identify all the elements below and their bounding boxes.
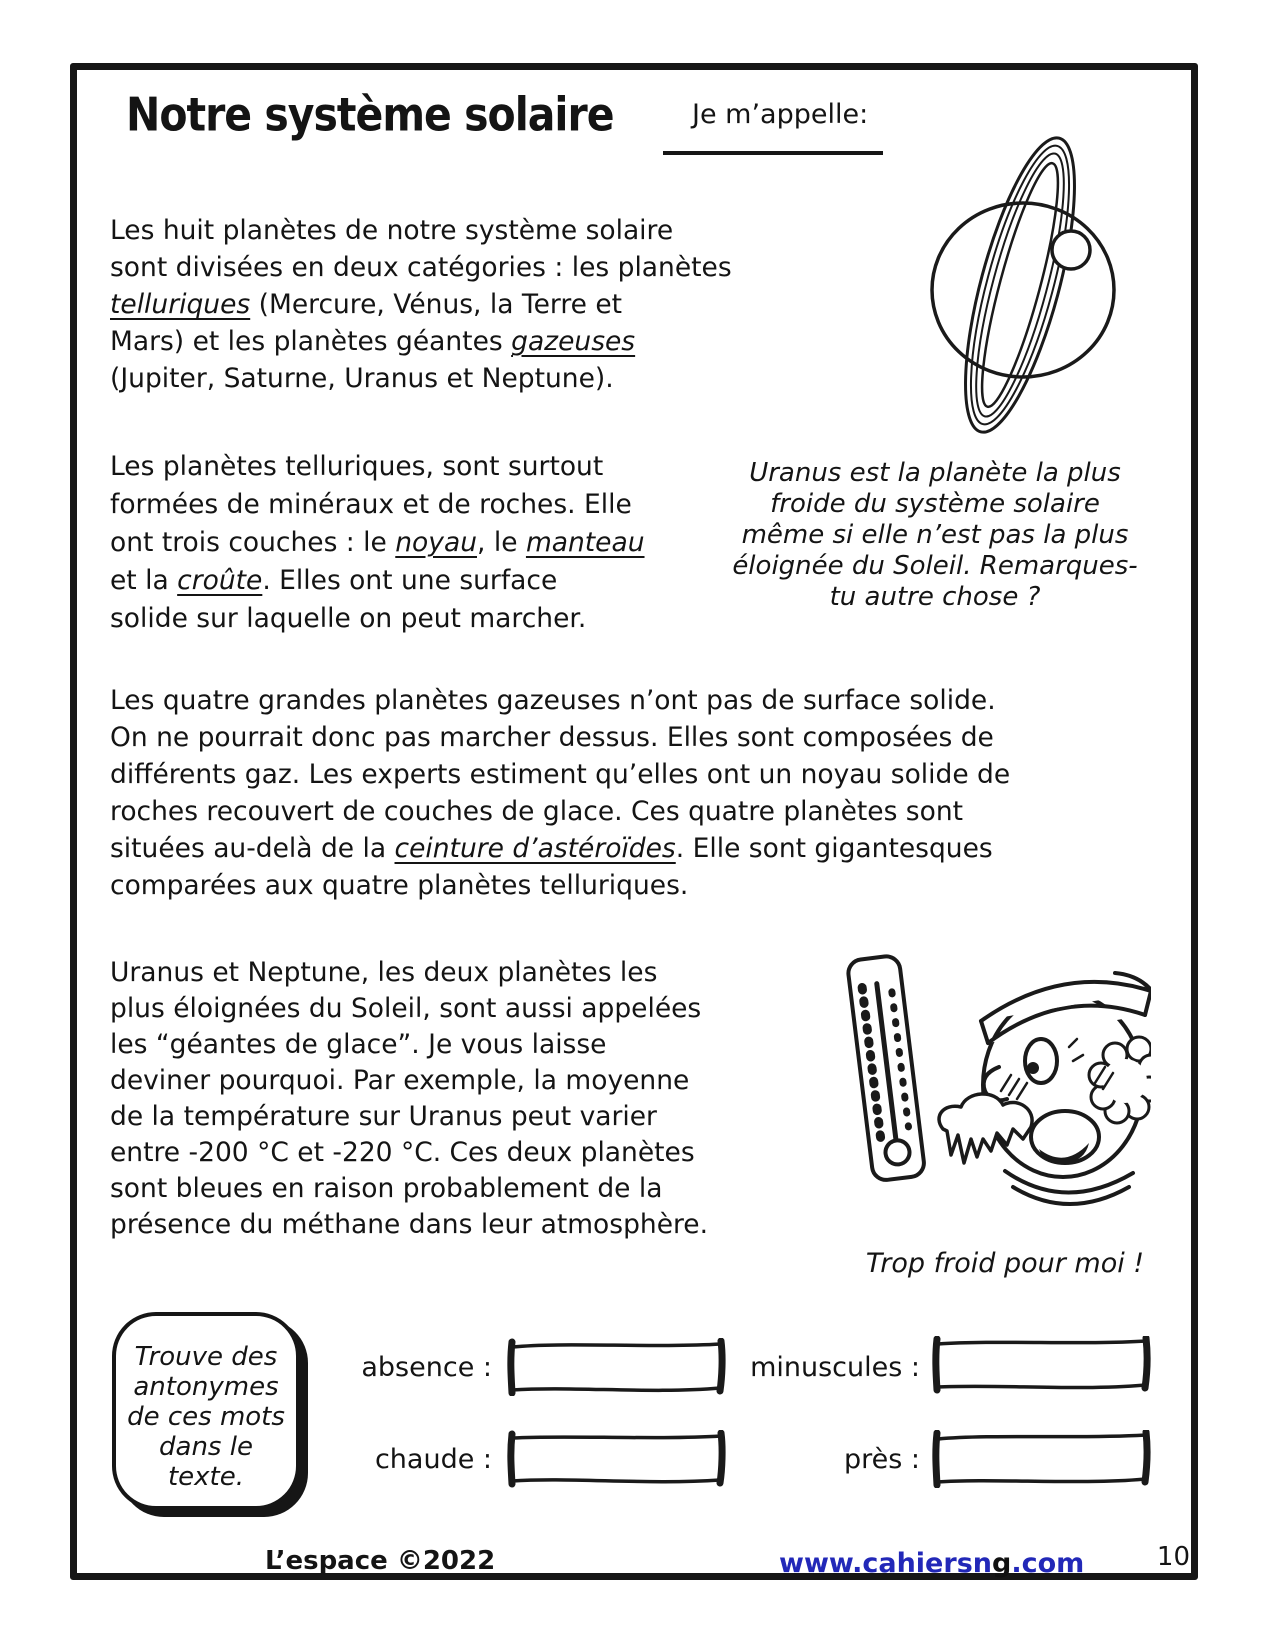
- footer-copyright: L’espace ©2022: [265, 1546, 496, 1576]
- answer-box-absence[interactable]: [500, 1338, 734, 1396]
- url-part: g: [991, 1548, 1012, 1579]
- name-prompt-label: Je m’appelle:: [692, 99, 869, 130]
- field-label-absence: absence :: [361, 1352, 492, 1383]
- instruction-text: Trouve des antonymes de ces mots dans le texte.: [127, 1342, 285, 1492]
- answer-box-minuscules[interactable]: [925, 1336, 1159, 1394]
- page-title: Notre système solaire: [126, 88, 614, 142]
- paragraph-categories: Les huit planètes de notre système solaire sont divisées en deux catégories : les planètes telluriques (Mercure, Vénus, la Terre et Mars) et les planètes géantes gazeuses (Jupiter, Saturne, Uranus et Neptune).: [110, 215, 732, 394]
- paragraph-ice-giants: Uranus et Neptune, les deux planètes les plus éloignées du Soleil, sont aussi appelées les “géantes de glace”. Je vous laisse deviner pourquoi. Par exemple, la moyenne de la température sur Uranus peut varier entre -200 °C et -220 °C. Ces deux planètes sont bleues en raison probablement de la présence du méthane dans leur atmosphère.: [110, 957, 709, 1240]
- ringed-planet-illustration: [915, 100, 1140, 440]
- cold-caption: Trop froid pour moi !: [865, 1248, 1145, 1279]
- name-write-line[interactable]: [663, 151, 883, 155]
- url-part: www.cahiersn: [779, 1548, 992, 1579]
- uranus-fact-caption: Uranus est la planète la plus froide du système solaire même si elle n’est pas la plus éloignée du Soleil. Remarques- tu autre chose ?: [732, 458, 1138, 612]
- answer-box-chaude[interactable]: [500, 1430, 734, 1488]
- instruction-box: [112, 1312, 300, 1510]
- page-number: 10: [1156, 1542, 1190, 1572]
- footer-website-link[interactable]: [779, 1548, 1084, 1579]
- field-label-minuscules: minuscules :: [750, 1352, 920, 1383]
- answer-box-pres[interactable]: [925, 1430, 1159, 1488]
- freezing-person-illustration: [833, 915, 1151, 1233]
- url-part: .com: [1011, 1548, 1085, 1579]
- paragraph-telluric: Les planètes telluriques, sont surtout formées de minéraux et de roches. Elle ont trois couches : le noyau, le manteau et la croûte. Elles ont une surface solide sur laquelle on peut marcher.: [110, 451, 645, 634]
- paragraph-gas-giants: Les quatre grandes planètes gazeuses n’ont pas de surface solide. On ne pourrait donc pas marcher dessus. Elles sont composées de différents gaz. Les experts estiment qu’elles ont un noyau solide de roches recouvert de couches de glace. Ces quatre planètes sont situées au-delà de la ceinture d’astéroïdes. Elle sont gigantesques comparées aux quatre planètes telluriques.: [110, 685, 1011, 901]
- field-label-pres: près :: [843, 1444, 920, 1475]
- field-label-chaude: chaude :: [374, 1444, 492, 1475]
